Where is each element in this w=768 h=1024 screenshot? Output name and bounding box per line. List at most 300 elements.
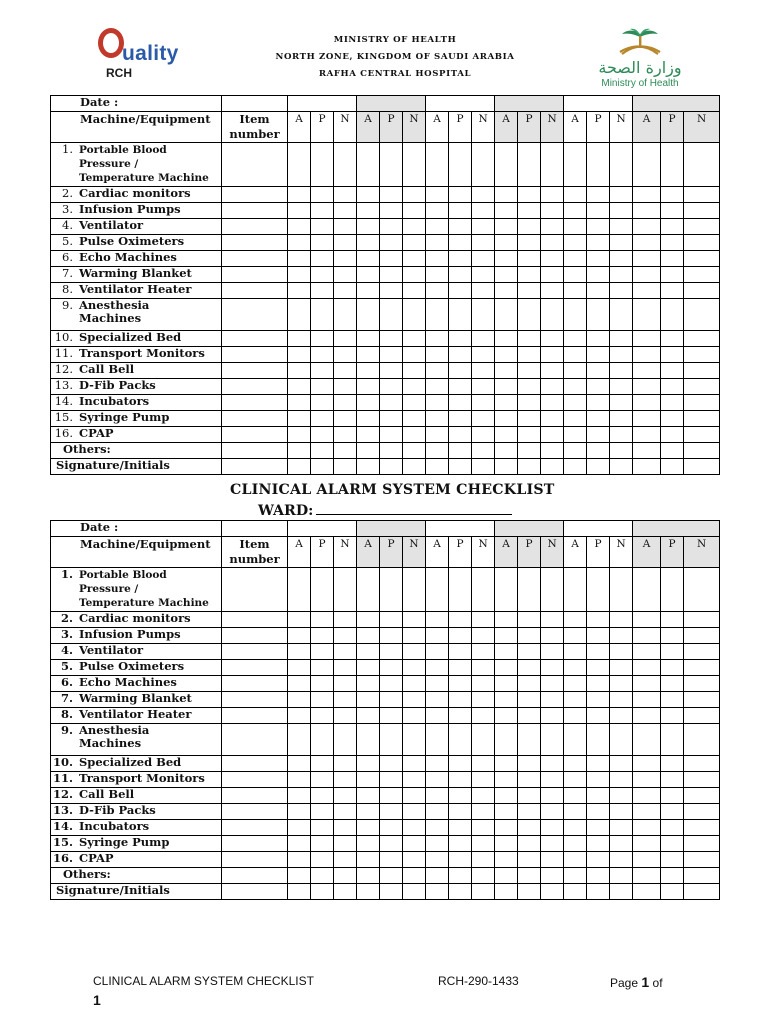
signature-cell[interactable] [684, 459, 720, 475]
check-cell[interactable] [495, 692, 518, 708]
check-cell[interactable] [311, 628, 334, 644]
check-cell[interactable] [541, 219, 564, 235]
check-cell[interactable] [449, 788, 472, 804]
check-cell[interactable] [541, 852, 564, 868]
check-cell[interactable] [518, 708, 541, 724]
check-cell[interactable] [311, 568, 334, 612]
check-cell[interactable] [288, 628, 311, 644]
check-cell[interactable] [564, 395, 587, 411]
check-cell[interactable] [357, 411, 380, 427]
check-cell[interactable] [426, 411, 449, 427]
signature-cell[interactable] [610, 459, 633, 475]
check-cell[interactable] [403, 756, 426, 772]
check-cell[interactable] [633, 868, 661, 884]
signature-cell[interactable] [518, 459, 541, 475]
check-cell[interactable] [403, 820, 426, 836]
check-cell[interactable] [661, 852, 684, 868]
check-cell[interactable] [518, 411, 541, 427]
check-cell[interactable] [426, 820, 449, 836]
check-cell[interactable] [661, 644, 684, 660]
check-cell[interactable] [334, 852, 357, 868]
check-cell[interactable] [288, 568, 311, 612]
check-cell[interactable] [334, 363, 357, 379]
check-cell[interactable] [426, 203, 449, 219]
check-cell[interactable] [518, 644, 541, 660]
check-cell[interactable] [495, 427, 518, 443]
check-cell[interactable] [288, 772, 311, 788]
check-cell[interactable] [403, 612, 426, 628]
signature-cell[interactable] [684, 884, 720, 900]
check-cell[interactable] [633, 660, 661, 676]
check-cell[interactable] [357, 443, 380, 459]
check-cell[interactable] [334, 267, 357, 283]
check-cell[interactable] [472, 251, 495, 267]
check-cell[interactable] [610, 692, 633, 708]
check-cell[interactable] [587, 411, 610, 427]
check-cell[interactable] [449, 347, 472, 363]
check-cell[interactable] [288, 724, 311, 756]
check-cell[interactable] [403, 628, 426, 644]
check-cell[interactable] [610, 331, 633, 347]
check-cell[interactable] [541, 379, 564, 395]
check-cell[interactable] [472, 644, 495, 660]
check-cell[interactable] [472, 568, 495, 612]
check-cell[interactable] [426, 379, 449, 395]
check-cell[interactable] [610, 379, 633, 395]
check-cell[interactable] [610, 708, 633, 724]
check-cell[interactable] [380, 411, 403, 427]
check-cell[interactable] [357, 235, 380, 251]
check-cell[interactable] [661, 612, 684, 628]
check-cell[interactable] [449, 852, 472, 868]
check-cell[interactable] [334, 395, 357, 411]
check-cell[interactable] [472, 299, 495, 331]
check-cell[interactable] [610, 804, 633, 820]
item-number-cell[interactable] [222, 788, 288, 804]
item-number-cell[interactable] [222, 568, 288, 612]
check-cell[interactable] [334, 203, 357, 219]
check-cell[interactable] [518, 251, 541, 267]
check-cell[interactable] [564, 299, 587, 331]
check-cell[interactable] [380, 427, 403, 443]
check-cell[interactable] [426, 568, 449, 612]
check-cell[interactable] [684, 143, 720, 187]
check-cell[interactable] [564, 708, 587, 724]
check-cell[interactable] [449, 660, 472, 676]
signature-cell[interactable] [610, 884, 633, 900]
check-cell[interactable] [684, 427, 720, 443]
check-cell[interactable] [288, 187, 311, 203]
ward-input-line[interactable] [316, 502, 512, 515]
check-cell[interactable] [403, 660, 426, 676]
date-cell[interactable] [426, 521, 495, 537]
check-cell[interactable] [403, 251, 426, 267]
check-cell[interactable] [334, 187, 357, 203]
check-cell[interactable] [472, 235, 495, 251]
check-cell[interactable] [633, 203, 661, 219]
check-cell[interactable] [334, 331, 357, 347]
check-cell[interactable] [334, 411, 357, 427]
check-cell[interactable] [587, 628, 610, 644]
check-cell[interactable] [380, 143, 403, 187]
check-cell[interactable] [288, 379, 311, 395]
check-cell[interactable] [449, 612, 472, 628]
item-number-cell[interactable] [222, 219, 288, 235]
item-number-cell[interactable] [222, 612, 288, 628]
check-cell[interactable] [541, 251, 564, 267]
signature-cell[interactable] [587, 459, 610, 475]
check-cell[interactable] [564, 443, 587, 459]
check-cell[interactable] [472, 756, 495, 772]
check-cell[interactable] [495, 676, 518, 692]
check-cell[interactable] [426, 868, 449, 884]
check-cell[interactable] [426, 267, 449, 283]
check-cell[interactable] [541, 676, 564, 692]
check-cell[interactable] [449, 692, 472, 708]
check-cell[interactable] [661, 724, 684, 756]
check-cell[interactable] [684, 836, 720, 852]
check-cell[interactable] [684, 283, 720, 299]
check-cell[interactable] [472, 852, 495, 868]
check-cell[interactable] [311, 772, 334, 788]
check-cell[interactable] [633, 347, 661, 363]
check-cell[interactable] [403, 331, 426, 347]
check-cell[interactable] [334, 836, 357, 852]
check-cell[interactable] [380, 443, 403, 459]
check-cell[interactable] [684, 804, 720, 820]
check-cell[interactable] [587, 644, 610, 660]
check-cell[interactable] [684, 708, 720, 724]
check-cell[interactable] [610, 235, 633, 251]
check-cell[interactable] [587, 187, 610, 203]
item-number-cell[interactable] [222, 347, 288, 363]
check-cell[interactable] [684, 788, 720, 804]
check-cell[interactable] [684, 660, 720, 676]
check-cell[interactable] [541, 443, 564, 459]
check-cell[interactable] [518, 443, 541, 459]
check-cell[interactable] [357, 660, 380, 676]
item-number-cell[interactable] [222, 411, 288, 427]
check-cell[interactable] [587, 612, 610, 628]
check-cell[interactable] [334, 724, 357, 756]
check-cell[interactable] [449, 756, 472, 772]
check-cell[interactable] [403, 724, 426, 756]
check-cell[interactable] [357, 187, 380, 203]
signature-cell[interactable] [288, 884, 311, 900]
check-cell[interactable] [357, 820, 380, 836]
check-cell[interactable] [334, 427, 357, 443]
check-cell[interactable] [633, 756, 661, 772]
check-cell[interactable] [587, 283, 610, 299]
check-cell[interactable] [380, 692, 403, 708]
check-cell[interactable] [311, 187, 334, 203]
check-cell[interactable] [610, 251, 633, 267]
check-cell[interactable] [610, 852, 633, 868]
check-cell[interactable] [587, 836, 610, 852]
check-cell[interactable] [380, 660, 403, 676]
signature-cell[interactable] [222, 459, 288, 475]
check-cell[interactable] [403, 644, 426, 660]
check-cell[interactable] [380, 267, 403, 283]
check-cell[interactable] [357, 868, 380, 884]
check-cell[interactable] [518, 235, 541, 251]
check-cell[interactable] [449, 143, 472, 187]
check-cell[interactable] [633, 411, 661, 427]
check-cell[interactable] [495, 660, 518, 676]
signature-cell[interactable] [564, 459, 587, 475]
check-cell[interactable] [518, 788, 541, 804]
check-cell[interactable] [403, 443, 426, 459]
signature-cell[interactable] [380, 459, 403, 475]
check-cell[interactable] [357, 251, 380, 267]
check-cell[interactable] [495, 568, 518, 612]
check-cell[interactable] [472, 331, 495, 347]
check-cell[interactable] [380, 568, 403, 612]
check-cell[interactable] [288, 852, 311, 868]
check-cell[interactable] [334, 788, 357, 804]
check-cell[interactable] [357, 267, 380, 283]
check-cell[interactable] [541, 868, 564, 884]
check-cell[interactable] [661, 395, 684, 411]
check-cell[interactable] [684, 411, 720, 427]
check-cell[interactable] [403, 143, 426, 187]
check-cell[interactable] [288, 363, 311, 379]
check-cell[interactable] [541, 756, 564, 772]
check-cell[interactable] [587, 443, 610, 459]
check-cell[interactable] [426, 852, 449, 868]
check-cell[interactable] [661, 772, 684, 788]
check-cell[interactable] [518, 283, 541, 299]
check-cell[interactable] [541, 692, 564, 708]
check-cell[interactable] [661, 143, 684, 187]
check-cell[interactable] [288, 820, 311, 836]
check-cell[interactable] [684, 568, 720, 612]
signature-cell[interactable] [518, 884, 541, 900]
check-cell[interactable] [684, 852, 720, 868]
check-cell[interactable] [357, 143, 380, 187]
check-cell[interactable] [541, 235, 564, 251]
check-cell[interactable] [587, 427, 610, 443]
check-cell[interactable] [357, 347, 380, 363]
check-cell[interactable] [472, 347, 495, 363]
check-cell[interactable] [684, 251, 720, 267]
check-cell[interactable] [633, 692, 661, 708]
check-cell[interactable] [495, 868, 518, 884]
check-cell[interactable] [633, 267, 661, 283]
check-cell[interactable] [288, 143, 311, 187]
check-cell[interactable] [684, 299, 720, 331]
check-cell[interactable] [472, 836, 495, 852]
check-cell[interactable] [472, 267, 495, 283]
check-cell[interactable] [449, 804, 472, 820]
check-cell[interactable] [564, 628, 587, 644]
check-cell[interactable] [564, 660, 587, 676]
item-number-cell[interactable] [222, 143, 288, 187]
check-cell[interactable] [541, 203, 564, 219]
check-cell[interactable] [661, 660, 684, 676]
check-cell[interactable] [288, 219, 311, 235]
check-cell[interactable] [380, 756, 403, 772]
check-cell[interactable] [587, 347, 610, 363]
check-cell[interactable] [311, 612, 334, 628]
check-cell[interactable] [684, 443, 720, 459]
signature-cell[interactable] [288, 459, 311, 475]
check-cell[interactable] [541, 628, 564, 644]
check-cell[interactable] [449, 187, 472, 203]
check-cell[interactable] [661, 676, 684, 692]
check-cell[interactable] [633, 772, 661, 788]
check-cell[interactable] [380, 235, 403, 251]
check-cell[interactable] [661, 363, 684, 379]
check-cell[interactable] [518, 724, 541, 756]
check-cell[interactable] [472, 660, 495, 676]
check-cell[interactable] [334, 443, 357, 459]
check-cell[interactable] [403, 299, 426, 331]
check-cell[interactable] [472, 427, 495, 443]
signature-cell[interactable] [472, 459, 495, 475]
check-cell[interactable] [633, 187, 661, 203]
check-cell[interactable] [472, 724, 495, 756]
check-cell[interactable] [495, 644, 518, 660]
check-cell[interactable] [495, 235, 518, 251]
check-cell[interactable] [311, 820, 334, 836]
check-cell[interactable] [661, 836, 684, 852]
check-cell[interactable] [449, 283, 472, 299]
check-cell[interactable] [472, 443, 495, 459]
check-cell[interactable] [541, 411, 564, 427]
check-cell[interactable] [426, 395, 449, 411]
check-cell[interactable] [403, 267, 426, 283]
check-cell[interactable] [426, 443, 449, 459]
item-number-cell[interactable] [222, 395, 288, 411]
check-cell[interactable] [222, 868, 288, 884]
check-cell[interactable] [564, 756, 587, 772]
check-cell[interactable] [564, 143, 587, 187]
check-cell[interactable] [495, 772, 518, 788]
signature-cell[interactable] [357, 459, 380, 475]
check-cell[interactable] [541, 363, 564, 379]
item-number-cell[interactable] [222, 283, 288, 299]
check-cell[interactable] [541, 299, 564, 331]
check-cell[interactable] [288, 612, 311, 628]
check-cell[interactable] [564, 788, 587, 804]
check-cell[interactable] [610, 772, 633, 788]
check-cell[interactable] [541, 427, 564, 443]
check-cell[interactable] [288, 331, 311, 347]
check-cell[interactable] [380, 724, 403, 756]
check-cell[interactable] [587, 868, 610, 884]
check-cell[interactable] [311, 852, 334, 868]
check-cell[interactable] [587, 331, 610, 347]
check-cell[interactable] [311, 443, 334, 459]
check-cell[interactable] [541, 836, 564, 852]
check-cell[interactable] [357, 676, 380, 692]
check-cell[interactable] [610, 143, 633, 187]
check-cell[interactable] [518, 868, 541, 884]
check-cell[interactable] [472, 804, 495, 820]
check-cell[interactable] [403, 283, 426, 299]
item-number-cell[interactable] [222, 724, 288, 756]
check-cell[interactable] [684, 772, 720, 788]
check-cell[interactable] [357, 708, 380, 724]
signature-cell[interactable] [380, 884, 403, 900]
check-cell[interactable] [334, 251, 357, 267]
check-cell[interactable] [541, 143, 564, 187]
check-cell[interactable] [564, 379, 587, 395]
check-cell[interactable] [518, 612, 541, 628]
check-cell[interactable] [495, 820, 518, 836]
check-cell[interactable] [684, 868, 720, 884]
check-cell[interactable] [472, 283, 495, 299]
check-cell[interactable] [684, 379, 720, 395]
item-number-cell[interactable] [222, 660, 288, 676]
check-cell[interactable] [449, 772, 472, 788]
check-cell[interactable] [472, 708, 495, 724]
check-cell[interactable] [633, 788, 661, 804]
check-cell[interactable] [357, 788, 380, 804]
item-number-cell[interactable] [222, 203, 288, 219]
check-cell[interactable] [587, 299, 610, 331]
check-cell[interactable] [633, 628, 661, 644]
check-cell[interactable] [587, 379, 610, 395]
check-cell[interactable] [403, 395, 426, 411]
check-cell[interactable] [449, 267, 472, 283]
check-cell[interactable] [633, 836, 661, 852]
check-cell[interactable] [564, 692, 587, 708]
check-cell[interactable] [610, 676, 633, 692]
check-cell[interactable] [564, 363, 587, 379]
check-cell[interactable] [449, 299, 472, 331]
signature-cell[interactable] [472, 884, 495, 900]
check-cell[interactable] [684, 756, 720, 772]
check-cell[interactable] [334, 868, 357, 884]
check-cell[interactable] [564, 772, 587, 788]
check-cell[interactable] [587, 219, 610, 235]
check-cell[interactable] [541, 331, 564, 347]
signature-cell[interactable] [633, 884, 661, 900]
check-cell[interactable] [495, 251, 518, 267]
check-cell[interactable] [610, 299, 633, 331]
signature-cell[interactable] [449, 884, 472, 900]
check-cell[interactable] [541, 708, 564, 724]
check-cell[interactable] [541, 820, 564, 836]
check-cell[interactable] [288, 676, 311, 692]
check-cell[interactable] [661, 628, 684, 644]
check-cell[interactable] [564, 235, 587, 251]
check-cell[interactable] [633, 283, 661, 299]
check-cell[interactable] [380, 203, 403, 219]
check-cell[interactable] [426, 235, 449, 251]
check-cell[interactable] [684, 644, 720, 660]
check-cell[interactable] [357, 836, 380, 852]
check-cell[interactable] [426, 347, 449, 363]
check-cell[interactable] [564, 219, 587, 235]
check-cell[interactable] [426, 804, 449, 820]
check-cell[interactable] [449, 708, 472, 724]
check-cell[interactable] [564, 868, 587, 884]
check-cell[interactable] [495, 203, 518, 219]
check-cell[interactable] [518, 676, 541, 692]
check-cell[interactable] [564, 568, 587, 612]
check-cell[interactable] [380, 836, 403, 852]
check-cell[interactable] [587, 660, 610, 676]
check-cell[interactable] [426, 427, 449, 443]
check-cell[interactable] [633, 676, 661, 692]
check-cell[interactable] [633, 331, 661, 347]
check-cell[interactable] [587, 772, 610, 788]
signature-cell[interactable] [426, 459, 449, 475]
item-number-cell[interactable] [222, 187, 288, 203]
